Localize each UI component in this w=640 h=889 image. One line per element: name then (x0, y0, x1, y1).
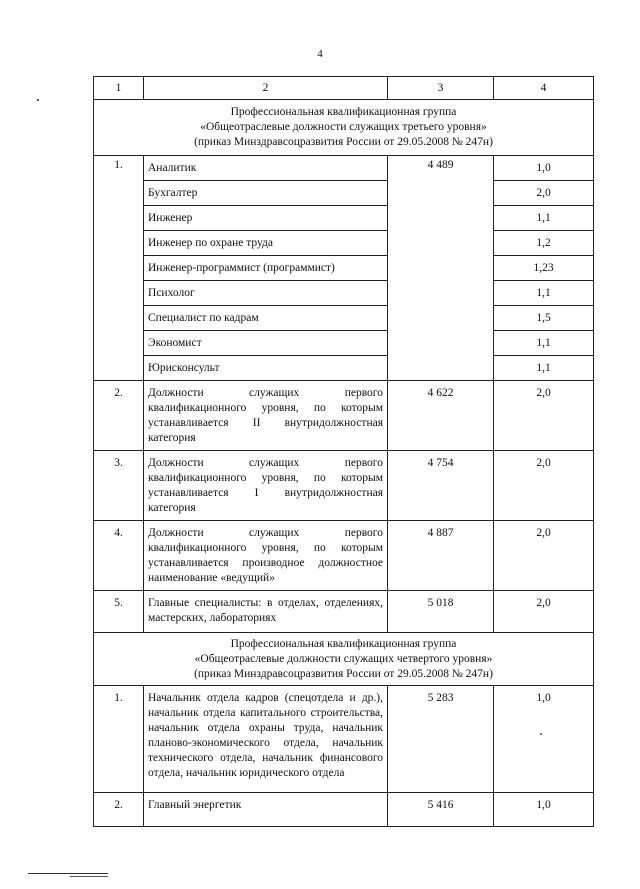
coefficient: 1,1 (494, 331, 594, 356)
row-number: 2. (94, 793, 144, 827)
group-header-fourth-level (94, 633, 594, 686)
position-name: Инженер (144, 206, 388, 231)
salary-value: 5 018 (388, 591, 494, 633)
table-row (94, 231, 594, 256)
table-row (94, 256, 594, 281)
header-col-2: 2 (144, 77, 388, 100)
table-row (94, 451, 594, 521)
coefficient: 1,5 (494, 306, 594, 331)
group-title-line: «Общеотраслевые должности служащих третьего уровня» (200, 121, 487, 133)
header-col-1: 1 (94, 77, 144, 100)
group-title-line: (приказ Минздравсоцразвития России от 29.05.2008 № 247н) (194, 667, 493, 680)
salary-value: 4 622 (388, 381, 494, 451)
table-row (94, 356, 594, 381)
coefficient: 1,0 (494, 793, 594, 827)
position-name: Главные специалисты: в отделах, отделениях, мастерских, лабораториях (144, 591, 388, 633)
position-name: Аналитик (144, 156, 388, 181)
coefficient: 1,1 (494, 206, 594, 231)
footnote-rule (28, 873, 108, 874)
row-number: 5. (94, 591, 144, 633)
table-row (94, 281, 594, 306)
position-name: Инженер по охране труда (144, 231, 388, 256)
position-name: Юрисконсульт (144, 356, 388, 381)
position-name: Начальник отдела кадров (спецотдела и др.), начальник отдела капитального строительства, начальник отдела охраны труда, начальник планово-экономического отдела, начальник технического отдела, начальник финансового отдела, начальник юридического отдела (144, 686, 388, 793)
position-name: Должности служащих первого квалификационного уровня, по которым устанавливается I внутридолжностная категория (144, 451, 388, 521)
group-title-line: Профессиональная квалификационная группа (230, 106, 457, 118)
coefficient: 2,0 (494, 591, 594, 633)
table-row (94, 306, 594, 331)
scan-speck (540, 733, 542, 735)
salary-value: 5 416 (388, 793, 494, 827)
group-title (94, 100, 594, 156)
position-name: Специалист по кадрам (144, 306, 388, 331)
position-name: Главный энергетик (144, 793, 388, 827)
coefficient: 1,2 (494, 231, 594, 256)
footnote-rule (70, 876, 108, 877)
table-row (94, 381, 594, 451)
position-name: Должности служащих первого квалификационного уровня, по которым устанавливается производное должностное наименование «ведущий» (144, 521, 388, 591)
group-title-line: «Общеотраслевые должности служащих четвертого уровня» (194, 652, 493, 665)
position-name: Экономист (144, 331, 388, 356)
group-title-line: (приказ Минздравсоцразвития России от 29.05.2008 № 247н) (194, 136, 493, 148)
group-header-third-level (94, 100, 594, 156)
coefficient: 1,23 (494, 256, 594, 281)
header-row (94, 77, 594, 100)
coefficient: 1,0 (494, 686, 594, 793)
position-name: Инженер-программист (программист) (144, 256, 388, 281)
header-col-4: 4 (494, 77, 594, 100)
salary-value: 4 887 (388, 521, 494, 591)
row-number: 1. (94, 156, 144, 381)
row-number: 4. (94, 521, 144, 591)
header-col-3: 3 (388, 77, 494, 100)
row-number: 2. (94, 381, 144, 451)
page-number: 4 (317, 48, 323, 60)
table-row (94, 793, 594, 827)
coefficient: 1,1 (494, 281, 594, 306)
position-name: Психолог (144, 281, 388, 306)
position-name: Должности служащих первого квалификационного уровня, по которым устанавливается II внутридолжностная категория (144, 381, 388, 451)
coefficient: 2,0 (494, 451, 594, 521)
group-title (94, 633, 594, 686)
table-row (94, 521, 594, 591)
table-row (94, 206, 594, 231)
table-row (94, 686, 594, 793)
scan-speck (37, 99, 39, 101)
table-row (94, 331, 594, 356)
table-row (94, 156, 594, 181)
coefficient: 1,1 (494, 356, 594, 381)
row-number: 1. (94, 686, 144, 793)
salary-value: 4 754 (388, 451, 494, 521)
salary-value: 4 489 (388, 156, 494, 381)
coefficient: 2,0 (494, 521, 594, 591)
coefficient: 1,0 (494, 156, 594, 181)
coefficient: 2,0 (494, 181, 594, 206)
salary-table (93, 76, 594, 827)
table-row (94, 591, 594, 633)
salary-value: 5 283 (388, 686, 494, 793)
table-row (94, 181, 594, 206)
position-name: Бухгалтер (144, 181, 388, 206)
coefficient: 2,0 (494, 381, 594, 451)
row-number: 3. (94, 451, 144, 521)
group-title-line: Профессиональная квалификационная группа (230, 637, 457, 650)
